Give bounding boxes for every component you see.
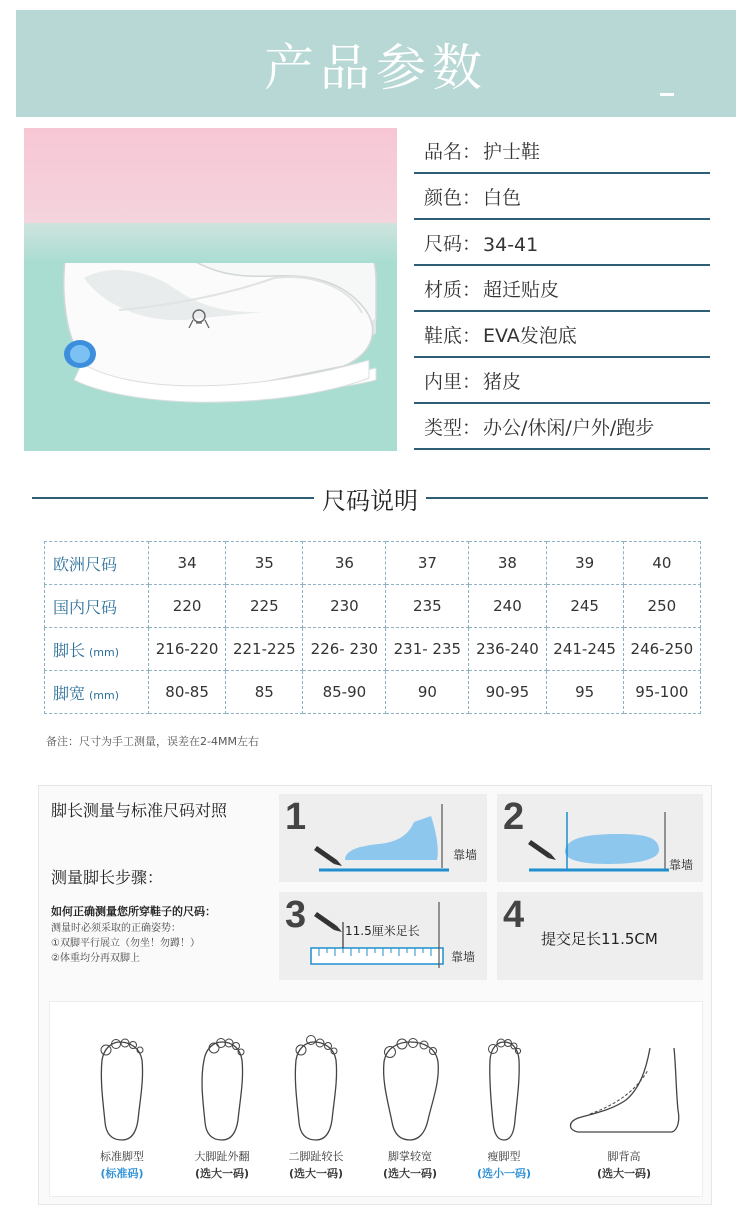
guide-posture-list: 测量时必须采取的正确姿势： ①双脚平行展立（勿坐！勿蹲！） ②体重均分再双脚上 bbox=[51, 923, 200, 964]
narrow-foot-icon bbox=[456, 1030, 552, 1145]
page-title: 产品参数 bbox=[264, 38, 488, 97]
measurement-guide bbox=[38, 785, 712, 1205]
wide-foot-icon bbox=[362, 1030, 458, 1145]
step-1-card: 1 靠墙 bbox=[279, 794, 487, 882]
product-photo bbox=[24, 128, 397, 451]
guide-how-title: 如何正确测量您所穿鞋子的尺码： bbox=[51, 905, 216, 918]
foot-type-high-instep: 脚背高 (选大一码) bbox=[554, 1002, 694, 1198]
foot-type-wide: 脚掌较宽 (选大一码) bbox=[362, 1002, 458, 1198]
high-instep-foot-icon bbox=[554, 1030, 694, 1145]
guide-title: 脚长测量与标准尺码对照 bbox=[51, 801, 228, 820]
second-toe-foot-icon bbox=[268, 1030, 364, 1145]
param-row: 类型： 办公/休闲/户外/跑步 bbox=[414, 404, 710, 450]
banner-decoration bbox=[660, 93, 674, 96]
foot-type-narrow: 瘦脚型 (选小一码) bbox=[456, 1002, 552, 1198]
size-section-title: 尺码说明 bbox=[322, 486, 418, 515]
table-row: 国内尺码 220 225 230 235 240 245 250 bbox=[45, 585, 701, 628]
foot-types-panel bbox=[49, 1001, 703, 1197]
foot-type-long-second-toe: 二脚趾较长 (选大一码) bbox=[268, 1002, 364, 1198]
param-row: 颜色： 白色 bbox=[414, 174, 710, 220]
size-note: 备注：尺寸为手工测量，误差在2-4MM左右 bbox=[46, 735, 259, 748]
product-params bbox=[414, 128, 710, 450]
step-2-card: 2 靠墙 bbox=[497, 794, 703, 882]
foot-type-bunion: 大脚趾外翻 (选大一码) bbox=[174, 1002, 270, 1198]
param-row: 鞋底： EVA发泡底 bbox=[414, 312, 710, 358]
step-3-card: 3 11.5厘米足长 靠墙 bbox=[279, 892, 487, 980]
table-row: 脚宽 (mm) 80-85 85 85-90 90 90-95 95 95-100 bbox=[45, 671, 701, 714]
param-row: 材质： 超迁贴皮 bbox=[414, 266, 710, 312]
standard-foot-icon bbox=[74, 1030, 170, 1145]
guide-subtitle: 测量脚长步骤： bbox=[51, 868, 164, 887]
param-row: 品名： 护士鞋 bbox=[414, 128, 710, 174]
foot-side-icon bbox=[279, 794, 487, 882]
header-banner bbox=[16, 10, 736, 117]
divider bbox=[32, 497, 314, 499]
foot-type-standard: 标准脚型 (标准码) bbox=[74, 1002, 170, 1198]
param-row: 尺码： 34-41 bbox=[414, 220, 710, 266]
divider bbox=[426, 497, 708, 499]
size-section-header bbox=[32, 478, 708, 518]
size-table bbox=[44, 541, 701, 714]
step-4-card: 4 提交足长11.5CM bbox=[497, 892, 703, 980]
bunion-foot-icon bbox=[174, 1030, 270, 1145]
table-row: 脚长 (mm) 216-220 221-225 226- 230 231- 235 236-240 241-245 246-250 bbox=[45, 628, 701, 671]
table-row: 欧洲尺码 34 35 36 37 38 39 40 bbox=[45, 542, 701, 585]
param-row: 内里： 猪皮 bbox=[414, 358, 710, 404]
